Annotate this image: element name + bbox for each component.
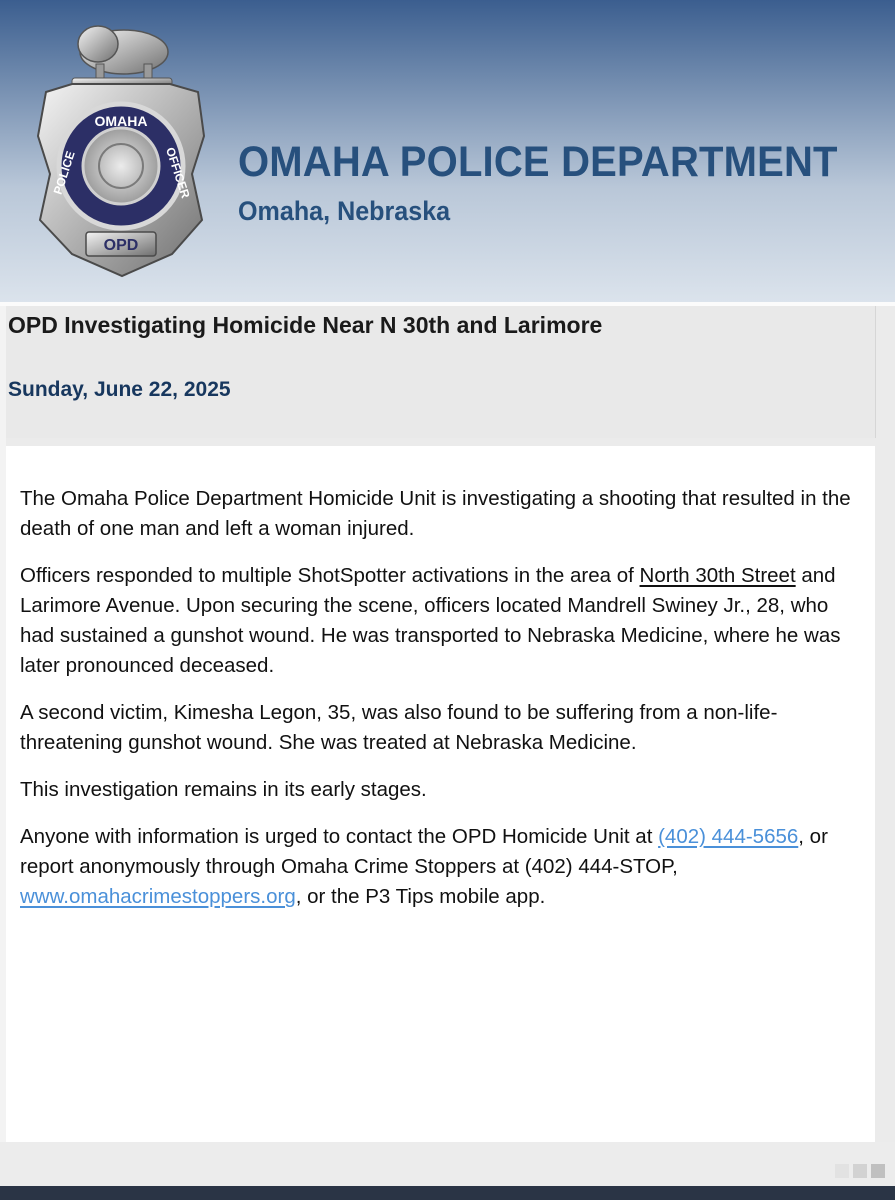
badge-left-text: POLICE	[50, 149, 78, 197]
footer-decoration	[835, 1164, 885, 1178]
footer-square-icon	[835, 1164, 849, 1178]
badge-bottom-text: OPD	[103, 237, 139, 254]
police-badge-logo	[32, 6, 210, 284]
paragraph-5-end: , or the P3 Tips mobile app.	[295, 885, 546, 908]
paragraph-1: The Omaha Police Department Homicide Unit is investigating a shooting that resulted in the death of one man and left a woman injured.	[20, 487, 851, 540]
header-banner	[0, 0, 895, 302]
footer-square-icon	[871, 1164, 885, 1178]
department-location: Omaha, Nebraska	[238, 196, 451, 226]
bottom-strip	[0, 1186, 895, 1200]
street-link[interactable]: North 30th Street	[639, 564, 796, 587]
badge-right-text: OFFICER	[163, 145, 193, 200]
paragraph-5	[20, 822, 865, 912]
paragraph-3: A second victim, Kimesha Legon, 35, was also found to be suffering from a non-life-threatening gunshot wound. She was treated at Nebraska Medicine.	[20, 701, 778, 754]
paragraph-2-end: and Larimore Avenue. Upon securing the scene, officers located Mandrell Swiney Jr., 28, who had sustained a gunshot wound. He was transported to Nebraska Medicine, where he was later pronounced deceased.	[20, 564, 841, 677]
badge-top-text: OMAHA	[94, 113, 148, 129]
release-body	[20, 484, 865, 929]
release-title: OPD Investigating Homicide Near N 30th and Larimore	[8, 312, 603, 338]
badge-center-seal	[83, 128, 159, 204]
paragraph-5-mid: , or report anonymously through Omaha Crime Stoppers at (402) 444-STOP,	[20, 825, 828, 878]
release-date: Sunday, June 22, 2025	[8, 378, 231, 401]
release-title-panel	[6, 306, 876, 438]
website-link[interactable]: www.omahacrimestoppers.org	[20, 885, 296, 908]
footer-square-icon	[853, 1164, 867, 1178]
department-title: OMAHA POLICE DEPARTMENT	[238, 138, 838, 186]
paragraph-2-start: Officers responded to multiple ShotSpotter activations in the area of	[20, 564, 640, 587]
paragraph-4: This investigation remains in its early stages.	[20, 778, 427, 801]
paragraph-5-start: Anyone with information is urged to contact the OPD Homicide Unit at	[20, 825, 659, 848]
phone-link[interactable]: (402) 444-5656	[658, 825, 799, 848]
paragraph-2	[20, 561, 865, 681]
bison-emblem	[72, 26, 172, 86]
footer-bar	[0, 1142, 895, 1186]
release-body-panel	[6, 446, 875, 1142]
